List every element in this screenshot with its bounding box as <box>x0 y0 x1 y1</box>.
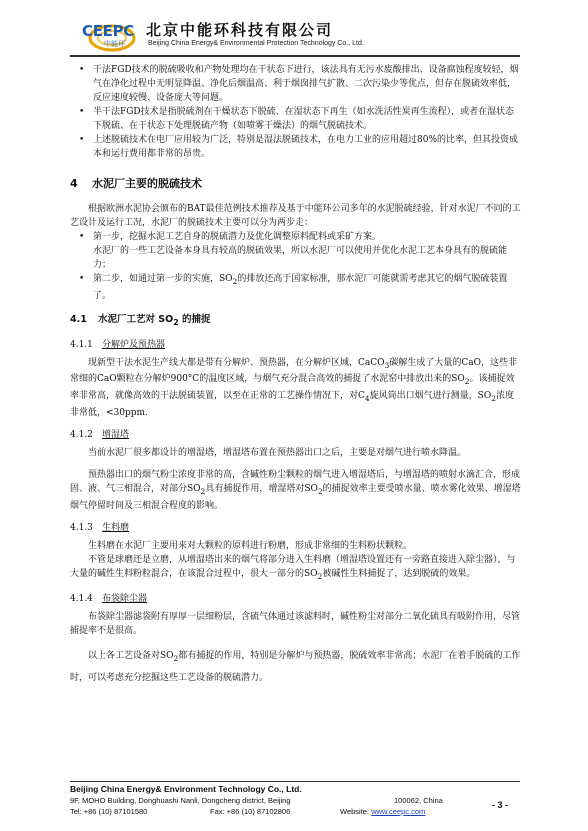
website-link[interactable]: www.ceepc.com <box>371 807 426 816</box>
footer-tel: Tel: +86 (10) 87101580 <box>70 807 148 816</box>
footer-postcode: 100062, China <box>394 796 443 805</box>
paragraph-calciner: 现新型干法水泥生产线大都是带有分解炉、预热器，在分解炉区域，CaCO$_3$碳解生成了大量的CaO，这些非常细的CaO颗粒在分解炉900°C的温度区域，与烟气充分混合高效的捕捉了水泥窑中排放出来的$SO_2$。该捕捉效率非常高，就像高效的干法脱硫装置，以至在正常的工艺操作情况下，对$C_4$旋风筒出口烟气进行测量，$SO_2$浓度非常低，<30ppm. <box>70 357 517 419</box>
paragraph-raw-mill-2: 不管是球磨还是立磨，从增湿塔出来的烟气将部分进入生料磨（增湿塔设置还有一旁路直接进入除尘器），与大量的碱性生料粉粒混合，在该混合过程中，很大一部分的$SO_2$被碱性生料捕捉了，达到脱硫的效果。 <box>70 554 516 581</box>
document-body <box>70 63 522 688</box>
paragraph-humidifier-1: 当前水泥厂很多都设计的增湿塔，增湿塔布置在预热器出口之后，主要是对烟气进行喷水降温。 <box>88 448 467 459</box>
bullet-dot-icon: • <box>79 232 85 242</box>
section-heading-4-1-1: 4.1.1 分解炉及预热器 <box>70 339 166 350</box>
section-heading-4-1: 4.1 水泥厂工艺对 $SO_2$ 的捕捉 <box>70 313 211 327</box>
section-heading-4-1-2: 4.1.2 增湿塔 <box>70 430 130 441</box>
bullet-dot-icon: • <box>79 107 85 117</box>
section-heading-4: 4 水泥厂主要的脱硫技术 <box>70 177 202 190</box>
step-1: • 第一步，挖掘水泥工艺自身的脱硫潜力及优化调整原料配料或采矿方案。 <box>79 232 382 242</box>
footer-divider <box>70 781 520 782</box>
footer-fax: Fax: +86 (10) 87102806 <box>210 807 291 816</box>
step-2: • 第二步，如通过第一步的实施，$SO_2$的排放还高于国家标准，那水泥厂可能就需考虑其它的烟气脱硫装置了。 <box>79 274 508 301</box>
company-name-cn: 北京中能环科技有限公司 <box>146 21 334 39</box>
header-divider <box>70 55 520 57</box>
logo-subtext: 中能环 <box>104 40 125 48</box>
footer-address: 9F, MOHO Building, Donghuashi Nanli, Dongcheng district, Beijing <box>70 796 291 805</box>
footer-company: Beijing China Energy& Environment Technology Co., Ltd. <box>70 784 302 794</box>
bullet-dry-fgd: • 干法FGD技术的脱硫吸收和产物处理均在干状态下进行，该法具有无污水废酸排出、设备腐蚀程度较轻，烟气在净化过程中无明显降温、净化后烟温高、利于烟囱排气扩散、二次污染少等优点，但存在脱硫效率低，反应速度较慢、设备庞大等问题。 <box>79 65 519 103</box>
company-name-en: Beijing China Energy& Environmental Protection Technology Co., Ltd. <box>148 40 364 47</box>
paragraph-closing: 以上各工艺设备对$SO_2$都有捕捉的作用，特别是分解炉与预热器，脱硫效率非常高；水泥厂在着手脱硫的工作时，可以考虑充分挖掘这些工艺设备的脱硫潜力。 <box>70 650 521 684</box>
bullet-semi-dry-fgd: • 半干法FGD技术是指脱硫剂在干燥状态下脱硫、在湿状态下再生（如水洗活性炭再生流程），或者在湿状态下脱硫、在干状态下处理脱硫产物（如喷雾干燥法）的烟气脱硫技术。 <box>79 107 515 131</box>
bullet-summary: • 上述脱硫技术在电厂应用较为广泛，特别是湿法脱硫技术，在电力工业的应用超过80%的比率，但其投资成本和运行费用都非常的昂贵。 <box>79 135 519 159</box>
section-4-intro: 根据欧洲水泥协会颁布的BAT最佳范例技术推荐及基于中能环公司多年的水泥脱硫经验，针对水泥厂不同的工艺设计及运行工况，水泥厂的脱硫技术主要可以分为两步走： <box>70 204 521 228</box>
section-heading-4-1-4: 4.1.4 布袋除尘器 <box>70 593 148 604</box>
bullet-dot-icon: • <box>79 274 85 284</box>
paragraph-raw-mill-1: 生料磨在水泥厂主要用来对大颗粒的原料进行粉磨，形成非常细的生料粉状颗粒。 <box>88 540 413 551</box>
bullet-dot-icon: • <box>79 135 85 145</box>
page-number: - 3 - <box>492 800 509 810</box>
section-heading-4-1-3: 4.1.3 生料磨 <box>70 522 130 533</box>
logo-wordmark: CEEPC <box>82 22 135 40</box>
paragraph-humidifier-2: 预热器出口的烟气粉尘浓度非常的高，含碱性粉尘颗粒的烟气进入增湿塔后，与增湿塔的喷射水滴汇合，形成固、液、气三相混合，对部分$SO_2$具有捕捉作用，增湿塔对$SO_2$的捕捉效率主要受喷水量、喷水雾化效果、增湿塔烟气停留时间及三相混合程度的影响。 <box>70 470 521 511</box>
footer-website: Website: www.ceepc.com <box>340 807 426 816</box>
bullet-dot-icon: • <box>79 65 85 75</box>
paragraph-bag-filter: 布袋除尘器滤袋附有厚厚一层细粉层，含硫气体通过该滤料时，碱性粉尘对部分二氧化硫具有吸附作用，尽管捕捉率不是很高。 <box>70 611 521 636</box>
step-1-detail: 水泥厂的一些工艺设备本身具有较高的脱硫效果，所以水泥厂可以使用并优化水泥工艺本身具有的脱硫能力； <box>93 246 508 270</box>
